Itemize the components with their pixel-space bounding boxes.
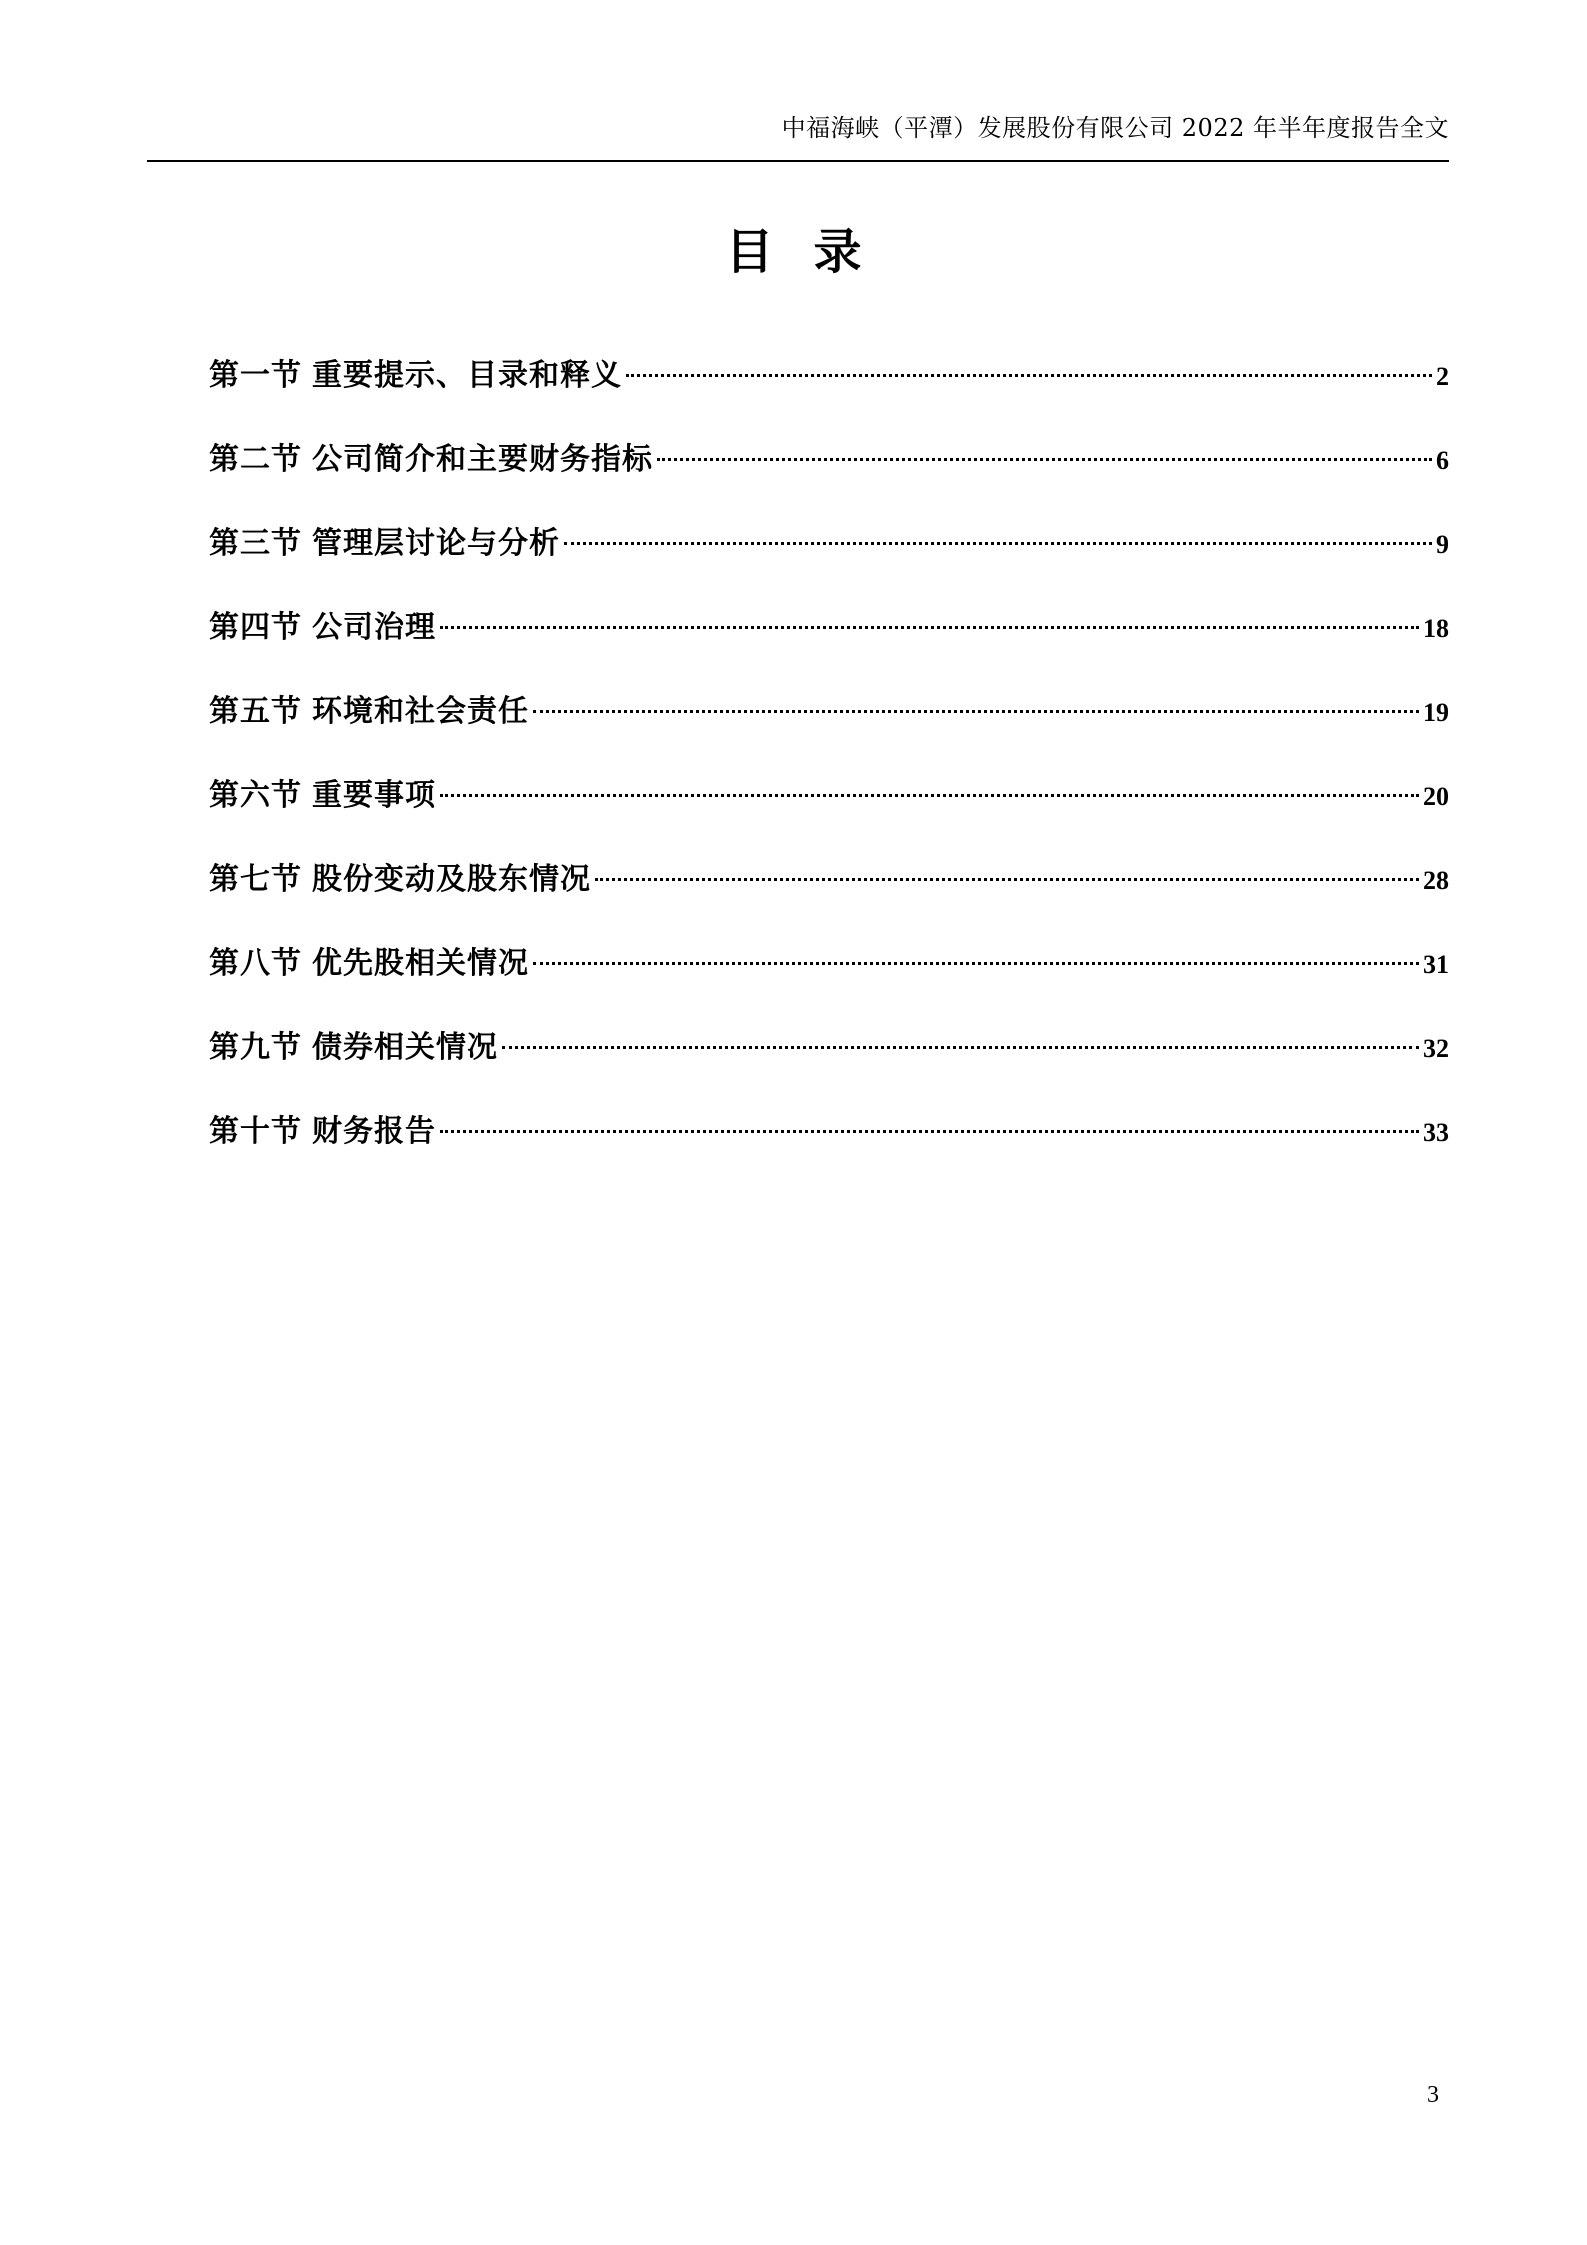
toc-section-number: 第四节 [209,610,302,645]
toc-section-number: 第二节 [209,442,302,477]
toc-section-number: 第十节 [209,1114,302,1149]
toc-page-number: 33 [1423,1118,1449,1147]
toc-dot-leader [502,1046,1419,1049]
toc-item-section-6[interactable] [209,768,1449,852]
toc-section-number: 第八节 [209,946,302,981]
toc-title: 目录 [725,224,902,280]
toc-section-title: 股份变动及股东情况 [312,862,591,897]
toc-item-section-3[interactable] [209,516,1449,600]
toc-section-title: 重要提示、目录和释义 [312,358,622,393]
toc-page-number: 20 [1423,782,1449,811]
table-of-contents [209,348,1449,1188]
toc-section-title: 财务报告 [312,1114,436,1149]
toc-item-label [209,516,560,572]
toc-page-number: 32 [1423,1034,1449,1063]
toc-item-section-2[interactable] [209,432,1449,516]
toc-page-number: 6 [1436,446,1449,475]
toc-item-label [209,852,591,908]
page-number: 3 [1427,2082,1439,2108]
toc-item-section-7[interactable] [209,852,1449,936]
toc-section-title: 公司治理 [312,610,436,645]
toc-item-label [209,600,436,656]
toc-item-label [209,432,653,488]
toc-section-title: 环境和社会责任 [312,694,529,729]
toc-section-number: 第一节 [209,358,302,393]
toc-page-number: 18 [1423,614,1449,643]
toc-dot-leader [533,710,1419,713]
toc-section-title: 公司简介和主要财务指标 [312,442,653,477]
toc-dot-leader [595,878,1419,881]
page-header [147,108,1449,162]
toc-dot-leader [440,626,1419,629]
toc-dot-leader [440,794,1419,797]
toc-page-number: 28 [1423,866,1449,895]
toc-item-label [209,936,529,992]
toc-item-label [209,768,436,824]
toc-item-label [209,1104,436,1160]
toc-section-title: 债券相关情况 [312,1030,498,1065]
toc-section-number: 第六节 [209,778,302,813]
toc-item-section-5[interactable] [209,684,1449,768]
toc-section-number: 第五节 [209,694,302,729]
toc-item-label [209,348,622,404]
toc-dot-leader [440,1130,1419,1133]
report-header-title: 中福海峡（平潭）发展股份有限公司 2022 年半年度报告全文 [781,114,1449,142]
toc-section-number: 第九节 [209,1030,302,1065]
toc-item-section-4[interactable] [209,600,1449,684]
toc-dot-leader [564,542,1432,545]
toc-section-number: 第七节 [209,862,302,897]
toc-page-number: 2 [1436,362,1449,391]
toc-dot-leader [533,962,1419,965]
toc-page-number: 19 [1423,698,1449,727]
toc-dot-leader [657,458,1432,461]
toc-item-label [209,684,529,740]
toc-page-number: 31 [1423,950,1449,979]
toc-item-section-1[interactable] [209,348,1449,432]
toc-section-title: 优先股相关情况 [312,946,529,981]
toc-section-number: 第三节 [209,526,302,561]
toc-item-section-9[interactable] [209,1020,1449,1104]
toc-section-title: 管理层讨论与分析 [312,526,560,561]
toc-item-label [209,1020,498,1076]
toc-section-title: 重要事项 [312,778,436,813]
toc-item-section-8[interactable] [209,936,1449,1020]
toc-dot-leader [626,374,1432,377]
toc-page-number: 9 [1436,530,1449,559]
toc-item-section-10[interactable] [209,1104,1449,1188]
